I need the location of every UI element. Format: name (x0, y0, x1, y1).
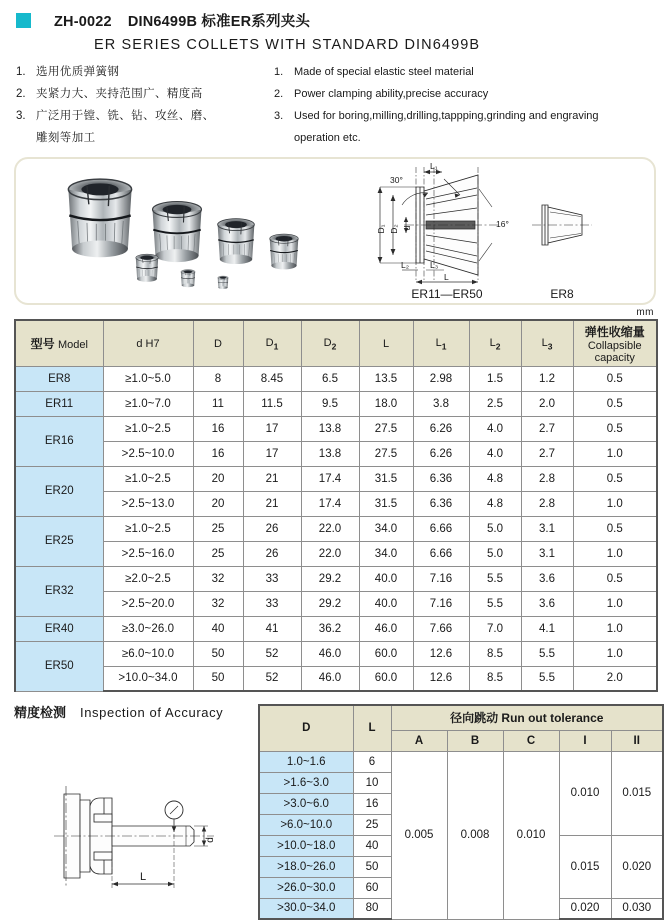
cell-D2: 6.5 (301, 366, 359, 391)
table-row (15, 591, 657, 616)
cell-L: 60.0 (359, 641, 413, 666)
cell-D1: 21 (243, 491, 301, 516)
inspection-drawing-svg (8, 728, 252, 914)
cell-D1: 11.5 (243, 391, 301, 416)
cell-tolerance-II: 0.020 (611, 835, 663, 898)
accuracy-table (258, 704, 664, 920)
cell-L2: 8.5 (469, 641, 521, 666)
cell-range: >2.5~10.0 (103, 441, 193, 466)
list-item (16, 63, 274, 81)
cell-L2: 4.0 (469, 416, 521, 441)
unit-label: mm (636, 307, 654, 318)
cell-L: 40.0 (359, 591, 413, 616)
cell-range: >10.0~34.0 (103, 666, 193, 691)
cell-L3: 2.8 (521, 466, 573, 491)
cell-D2: 29.2 (301, 591, 359, 616)
table-row (15, 416, 657, 441)
D1-label: D₁ (376, 224, 386, 234)
cell-D1: 33 (243, 566, 301, 591)
cell-collapsible-capacity: 1.0 (573, 591, 657, 616)
cell-model: ER16 (15, 416, 103, 466)
collet-photo-group (16, 159, 346, 303)
cell-L3: 1.2 (521, 366, 573, 391)
cell-L: 31.5 (359, 491, 413, 516)
cell-L1: 6.26 (413, 441, 469, 466)
cell-length: 50 (353, 856, 391, 877)
cell-range: >2.5~13.0 (103, 491, 193, 516)
cell-L1: 2.98 (413, 366, 469, 391)
cell-diameter-range: >1.6~3.0 (259, 772, 353, 793)
cell-D2: 22.0 (301, 541, 359, 566)
cell-range: >2.5~16.0 (103, 541, 193, 566)
cell-model: ER32 (15, 566, 103, 616)
cell-D: 25 (193, 516, 243, 541)
cell-length: 25 (353, 814, 391, 835)
title-row (0, 10, 670, 31)
cell-D: 16 (193, 416, 243, 441)
cell-D: 16 (193, 441, 243, 466)
L-label: L (444, 272, 449, 282)
cell-tolerance-I: 0.015 (559, 835, 611, 898)
cell-model: ER25 (15, 516, 103, 566)
acc-col-header-D: D (259, 705, 353, 751)
table-row (259, 751, 663, 772)
table-row (15, 541, 657, 566)
col-header-d-h7: d H7 (103, 320, 193, 366)
col-header-D1: $D_1$ (243, 320, 301, 366)
d-label: d (402, 225, 412, 231)
bullet-text: Made of special elastic steel material (294, 66, 474, 78)
cell-D: 40 (193, 616, 243, 641)
cell-L1: 7.16 (413, 566, 469, 591)
angle-30-label: 30° (390, 175, 403, 185)
cell-D2: 29.2 (301, 566, 359, 591)
cell-L3: 2.0 (521, 391, 573, 416)
cell-model: ER20 (15, 466, 103, 516)
inspection-title (14, 702, 223, 721)
cell-D2: 36.2 (301, 616, 359, 641)
table-row (15, 441, 657, 466)
list-item (274, 63, 670, 81)
figure-caption-left: ER11—ER50 (411, 287, 483, 301)
cell-D: 50 (193, 641, 243, 666)
bullet-text: Used for boring,milling,drilling,tappping,grinding and engraving (294, 110, 599, 122)
table-row (15, 516, 657, 541)
cell-D1: 52 (243, 666, 301, 691)
cell-collapsible-capacity: 0.5 (573, 566, 657, 591)
col-header-D: D (193, 320, 243, 366)
cell-tolerance-I: 0.020 (559, 898, 611, 919)
cell-L: 46.0 (359, 616, 413, 641)
cell-D: 11 (193, 391, 243, 416)
cell-length: 10 (353, 772, 391, 793)
list-item (274, 129, 670, 147)
accuracy-table-body (259, 751, 663, 919)
inspection-drawing (8, 728, 252, 914)
cell-range: ≥2.0~2.5 (103, 566, 193, 591)
cell-D: 8 (193, 366, 243, 391)
bullet-text: Power clamping ability,precise accuracy (294, 88, 489, 100)
cell-D: 50 (193, 666, 243, 691)
bullet-number: 1. (16, 66, 26, 78)
cell-range: ≥1.0~2.5 (103, 466, 193, 491)
inspection-title-cn: 精度检测 (14, 705, 67, 720)
bullet-text: 选用优质弹簧钢 (36, 66, 120, 78)
list-item (16, 85, 274, 103)
table-row (15, 466, 657, 491)
product-code: ZH-0022 (54, 14, 112, 30)
cell-range: ≥1.0~5.0 (103, 366, 193, 391)
accuracy-header-row-1 (259, 705, 663, 730)
table-row (15, 491, 657, 516)
cell-L2: 5.5 (469, 566, 521, 591)
cell-L3: 5.5 (521, 641, 573, 666)
cell-collapsible-capacity: 1.0 (573, 641, 657, 666)
cell-model: ER11 (15, 391, 103, 416)
cell-L1: 6.36 (413, 466, 469, 491)
cell-tolerance-A: 0.005 (391, 751, 447, 919)
L3-label: L₃ (430, 260, 439, 270)
cell-tolerance-C: 0.010 (503, 751, 559, 919)
bullet-number: 3. (16, 110, 26, 122)
inspection-section (0, 702, 670, 916)
table-row (15, 566, 657, 591)
L1-label: L₁ (430, 161, 438, 171)
cell-D: 20 (193, 466, 243, 491)
list-item (274, 107, 670, 125)
cell-range: ≥3.0~26.0 (103, 616, 193, 641)
cell-L2: 5.0 (469, 516, 521, 541)
acc-col-header-B: B (447, 730, 503, 751)
inspection-d-label: d (205, 837, 216, 843)
cell-collapsible-capacity: 1.0 (573, 541, 657, 566)
bullet-number (16, 129, 36, 147)
bullet-number: 2. (274, 88, 284, 100)
col-header-D2: $D_2$ (301, 320, 359, 366)
cell-L: 13.5 (359, 366, 413, 391)
cell-L: 27.5 (359, 416, 413, 441)
collet-photos-svg (16, 159, 346, 303)
acc-col-header-C: C (503, 730, 559, 751)
cell-L2: 5.0 (469, 541, 521, 566)
cell-diameter-range: >6.0~10.0 (259, 814, 353, 835)
cell-L3: 5.5 (521, 666, 573, 691)
cell-collapsible-capacity: 1.0 (573, 441, 657, 466)
cell-D2: 17.4 (301, 491, 359, 516)
cell-D2: 17.4 (301, 466, 359, 491)
cell-L1: 12.6 (413, 641, 469, 666)
cell-D1: 33 (243, 591, 301, 616)
cell-length: 60 (353, 877, 391, 898)
cell-diameter-range: >10.0~18.0 (259, 835, 353, 856)
acc-col-header-runout-group: 径向跳动 Run out tolerance (391, 705, 663, 730)
table-row (15, 391, 657, 416)
cell-model: ER50 (15, 641, 103, 691)
cell-L3: 3.6 (521, 566, 573, 591)
cell-D1: 52 (243, 641, 301, 666)
cell-L1: 6.66 (413, 541, 469, 566)
cell-D2: 46.0 (301, 666, 359, 691)
cell-D1: 26 (243, 516, 301, 541)
cell-range: ≥1.0~7.0 (103, 391, 193, 416)
title-en: ER SERIES COLLETS WITH STANDARD DIN6499B (94, 37, 481, 53)
cell-D1: 21 (243, 466, 301, 491)
cell-L1: 6.66 (413, 516, 469, 541)
acc-col-header-L: L (353, 705, 391, 751)
cell-range: ≥6.0~10.0 (103, 641, 193, 666)
cell-D2: 46.0 (301, 641, 359, 666)
cell-L3: 2.7 (521, 441, 573, 466)
cell-diameter-range: >3.0~6.0 (259, 793, 353, 814)
cell-tolerance-I: 0.010 (559, 751, 611, 835)
cell-D2: 13.8 (301, 416, 359, 441)
bullet-text: 夹紧力大、夹持范围广、精度高 (36, 88, 203, 100)
cell-D: 32 (193, 566, 243, 591)
title-cn: DIN6499B 标准ER系列夹头 (127, 14, 311, 30)
list-item (274, 85, 670, 103)
cell-range: >2.5~20.0 (103, 591, 193, 616)
table-row (15, 641, 657, 666)
cell-model: ER40 (15, 616, 103, 641)
page-header (0, 0, 670, 151)
cell-D2: 13.8 (301, 441, 359, 466)
cell-L2: 8.5 (469, 666, 521, 691)
cell-L1: 7.16 (413, 591, 469, 616)
spec-table-header-row (15, 320, 657, 366)
cell-L3: 3.1 (521, 516, 573, 541)
collet-drawing-svg (346, 159, 654, 303)
cell-L2: 5.5 (469, 591, 521, 616)
cell-length: 40 (353, 835, 391, 856)
bullet-text: operation etc. (294, 132, 361, 144)
col-header-L1: $L_1$ (413, 320, 469, 366)
cell-L3: 4.1 (521, 616, 573, 641)
table-row (15, 616, 657, 641)
acc-col-header-A: A (391, 730, 447, 751)
cell-L: 60.0 (359, 666, 413, 691)
cell-tolerance-II: 0.030 (611, 898, 663, 919)
cell-L1: 7.66 (413, 616, 469, 641)
cell-D1: 17 (243, 416, 301, 441)
inspection-title-en: Inspection of Accuracy (80, 705, 224, 720)
cell-diameter-range: >26.0~30.0 (259, 877, 353, 898)
L2-label: L₂ (401, 260, 410, 270)
bullet-number: 3. (274, 110, 284, 122)
cell-D1: 26 (243, 541, 301, 566)
cell-tolerance-II: 0.015 (611, 751, 663, 835)
cell-L3: 2.8 (521, 491, 573, 516)
cell-model: ER8 (15, 366, 103, 391)
cell-D2: 22.0 (301, 516, 359, 541)
cell-length: 80 (353, 898, 391, 919)
feature-lists (0, 63, 670, 151)
cell-L1: 6.26 (413, 416, 469, 441)
col-header-L: L (359, 320, 413, 366)
cell-range: ≥1.0~2.5 (103, 516, 193, 541)
col-header-model: 型号 Model (15, 320, 103, 366)
cell-diameter-range: >18.0~26.0 (259, 856, 353, 877)
list-item (16, 107, 274, 125)
cell-L2: 4.8 (469, 491, 521, 516)
cell-collapsible-capacity: 0.5 (573, 391, 657, 416)
cell-L3: 3.1 (521, 541, 573, 566)
page-title (54, 10, 310, 31)
bullet-text: 雕刻等加工 (36, 132, 96, 144)
cell-collapsible-capacity: 0.5 (573, 416, 657, 441)
acc-col-header-I: I (559, 730, 611, 751)
cell-collapsible-capacity: 2.0 (573, 666, 657, 691)
spec-table-body (15, 366, 657, 691)
col-header-L2: $L_2$ (469, 320, 521, 366)
feature-list-en (274, 63, 670, 151)
cell-collapsible-capacity: 0.5 (573, 466, 657, 491)
cell-L: 40.0 (359, 566, 413, 591)
cell-L2: 1.5 (469, 366, 521, 391)
cell-D: 32 (193, 591, 243, 616)
cell-collapsible-capacity: 1.0 (573, 616, 657, 641)
D2-label: D₂ (389, 224, 399, 234)
angle-16-label: 16° (496, 219, 509, 229)
cell-L1: 3.8 (413, 391, 469, 416)
accent-square-icon (16, 13, 31, 28)
cell-L: 34.0 (359, 516, 413, 541)
cell-D1: 8.45 (243, 366, 301, 391)
figure-panel (14, 157, 656, 305)
cell-L2: 4.8 (469, 466, 521, 491)
cell-D1: 41 (243, 616, 301, 641)
figure-caption-right: ER8 (550, 287, 574, 301)
cell-L2: 4.0 (469, 441, 521, 466)
col-header-L3: $L_3$ (521, 320, 573, 366)
cell-length: 16 (353, 793, 391, 814)
bullet-number (274, 129, 294, 147)
spec-table (14, 319, 658, 692)
cell-range: ≥1.0~2.5 (103, 416, 193, 441)
cell-length: 6 (353, 751, 391, 772)
inspection-L-label: L (139, 871, 147, 883)
cell-L: 27.5 (359, 441, 413, 466)
cell-L1: 12.6 (413, 666, 469, 691)
cell-D: 20 (193, 491, 243, 516)
list-item (16, 129, 274, 147)
cell-L1: 6.36 (413, 491, 469, 516)
cell-diameter-range: 1.0~1.6 (259, 751, 353, 772)
acc-col-header-II: II (611, 730, 663, 751)
cell-L: 34.0 (359, 541, 413, 566)
cell-L3: 2.7 (521, 416, 573, 441)
cell-diameter-range: >30.0~34.0 (259, 898, 353, 919)
bullet-text: 广泛用于镗、铣、钻、攻丝、磨、 (36, 110, 215, 122)
cell-D1: 17 (243, 441, 301, 466)
cell-L2: 7.0 (469, 616, 521, 641)
cell-L3: 3.6 (521, 591, 573, 616)
cell-collapsible-capacity: 0.5 (573, 516, 657, 541)
cell-D: 25 (193, 541, 243, 566)
cell-L: 18.0 (359, 391, 413, 416)
collet-technical-drawing (346, 159, 654, 303)
cell-collapsible-capacity: 0.5 (573, 366, 657, 391)
bullet-number: 2. (16, 88, 26, 100)
cell-L: 31.5 (359, 466, 413, 491)
cell-D2: 9.5 (301, 391, 359, 416)
bullet-number: 1. (274, 66, 284, 78)
col-header-collapsible-capacity: 弹性收缩量 Collapsible capacity (573, 320, 657, 366)
table-row (15, 366, 657, 391)
cell-tolerance-B: 0.008 (447, 751, 503, 919)
cell-L2: 2.5 (469, 391, 521, 416)
feature-list-cn (16, 63, 274, 151)
cell-collapsible-capacity: 1.0 (573, 491, 657, 516)
table-row (15, 666, 657, 691)
